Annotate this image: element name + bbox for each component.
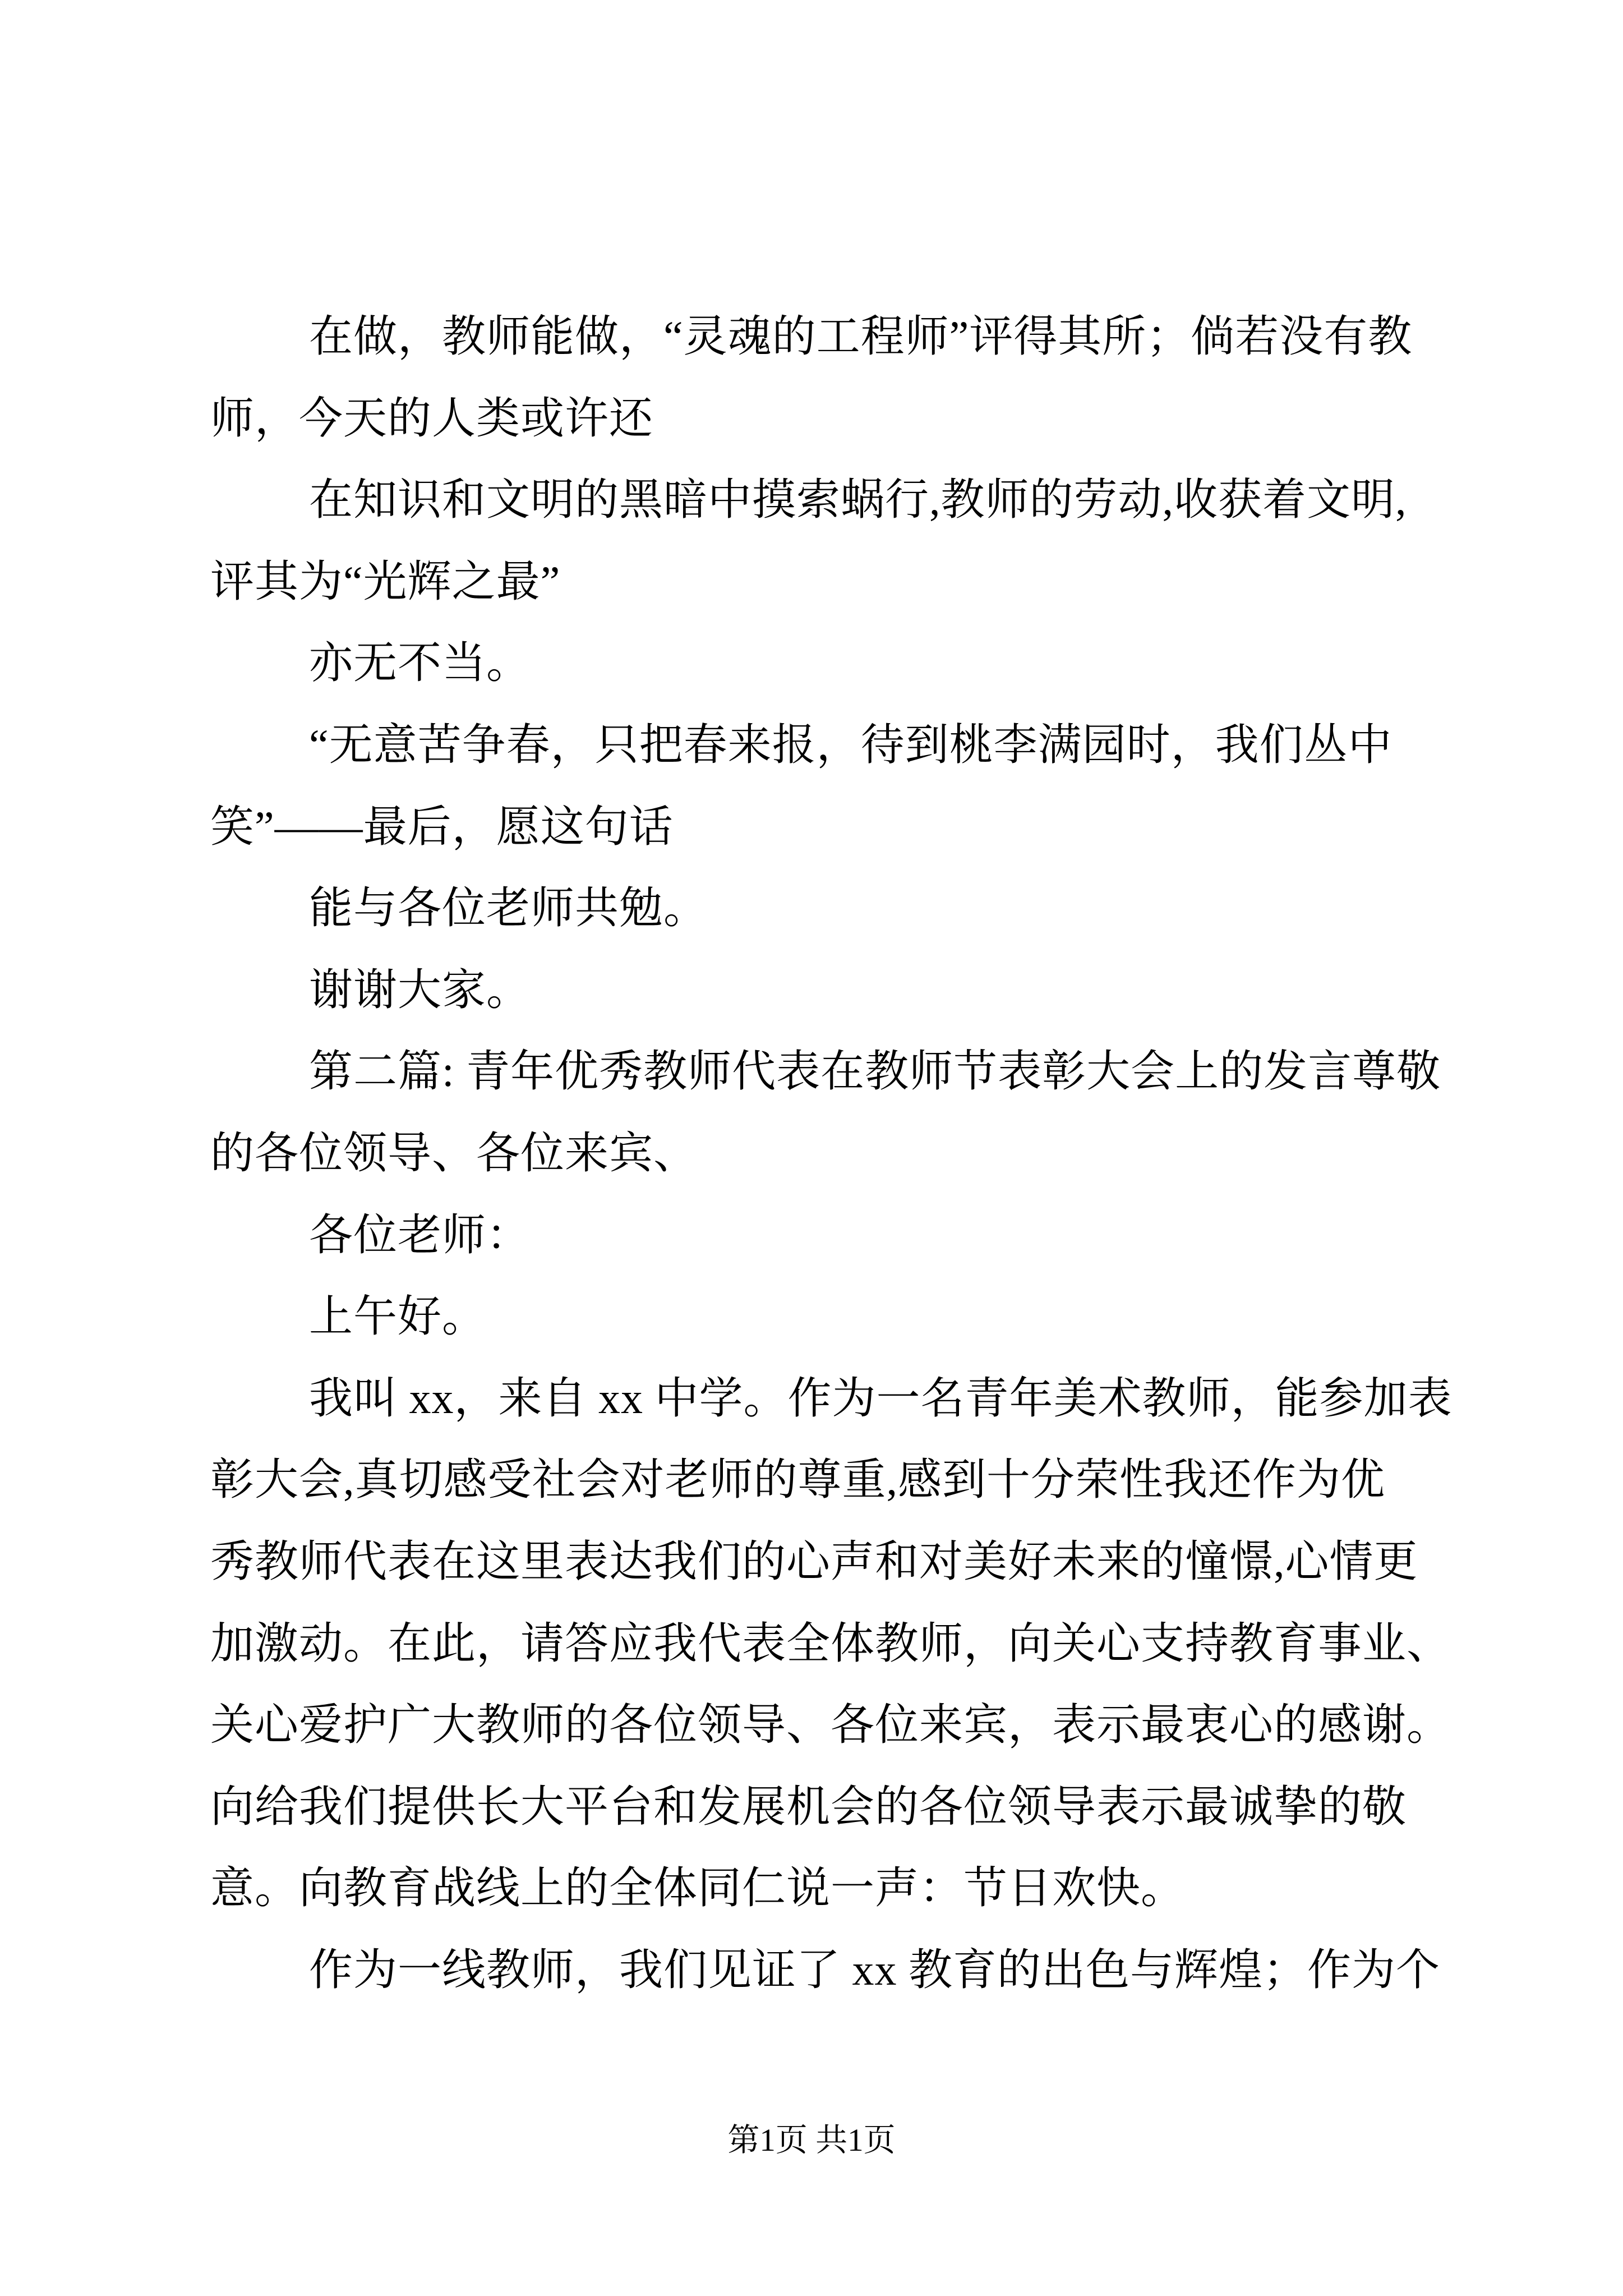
document-body xyxy=(210,296,1453,2010)
text-line: “无意苦争春，只把春来报，待到桃李满园时，我们丛中 xyxy=(309,720,1393,769)
text-line: 能与各位老师共勉。 xyxy=(309,884,708,933)
text-line: 向给我们提供长大平台和发展机会的各位领导表示最诚挚的敬 xyxy=(210,1782,1407,1831)
text-line: 谢谢大家。 xyxy=(309,965,531,1014)
text-line: 笑”——最后，愿这句话 xyxy=(210,802,674,851)
text-line: 彰大会,真切感受社会对老师的尊重,感到十分荣性我还作为优 xyxy=(210,1455,1386,1504)
text-line: 意。向教育战线上的全体同仁说一声：节日欢快。 xyxy=(210,1864,1186,1913)
text-line: 各位老师： xyxy=(309,1210,531,1259)
text-line: 在知识和文明的黑暗中摸索蜗行,教师的劳动,收获着文明, xyxy=(309,475,1407,524)
text-line: 在做，教师能做，“灵魂的工程师”评得其所；倘若没有教 xyxy=(309,312,1413,361)
text-line: 的各位领导、各位来宾、 xyxy=(210,1128,698,1177)
text-line: 加激动。在此，请答应我代表全体教师，向关心支持教育事业、 xyxy=(210,1618,1451,1668)
text-line: 上午好。 xyxy=(309,1292,487,1341)
page-footer: 第1页 共1页 xyxy=(727,2123,896,2158)
text-line: 师，今天的人类或许还 xyxy=(210,393,654,443)
text-line: 秀教师代表在这里表达我们的心声和对美好未来的憧憬,心情更 xyxy=(210,1536,1418,1586)
text-line: 评其为“光辉之最” xyxy=(210,556,561,606)
text-line: 作为一线教师，我们见证了 xx 教育的出色与辉煌；作为个 xyxy=(309,1945,1441,1994)
text-line: 我叫 xx，来自 xx 中学。作为一名青年美术教师，能参加表 xyxy=(309,1373,1453,1423)
text-line: 关心爱护广大教师的各位领导、各位来宾，表示最衷心的感谢。 xyxy=(210,1700,1451,1750)
text-line: 亦无不当。 xyxy=(309,638,531,688)
text-line: 第二篇: 青年优秀教师代表在教师节表彰大会上的发言尊敬 xyxy=(309,1047,1441,1096)
